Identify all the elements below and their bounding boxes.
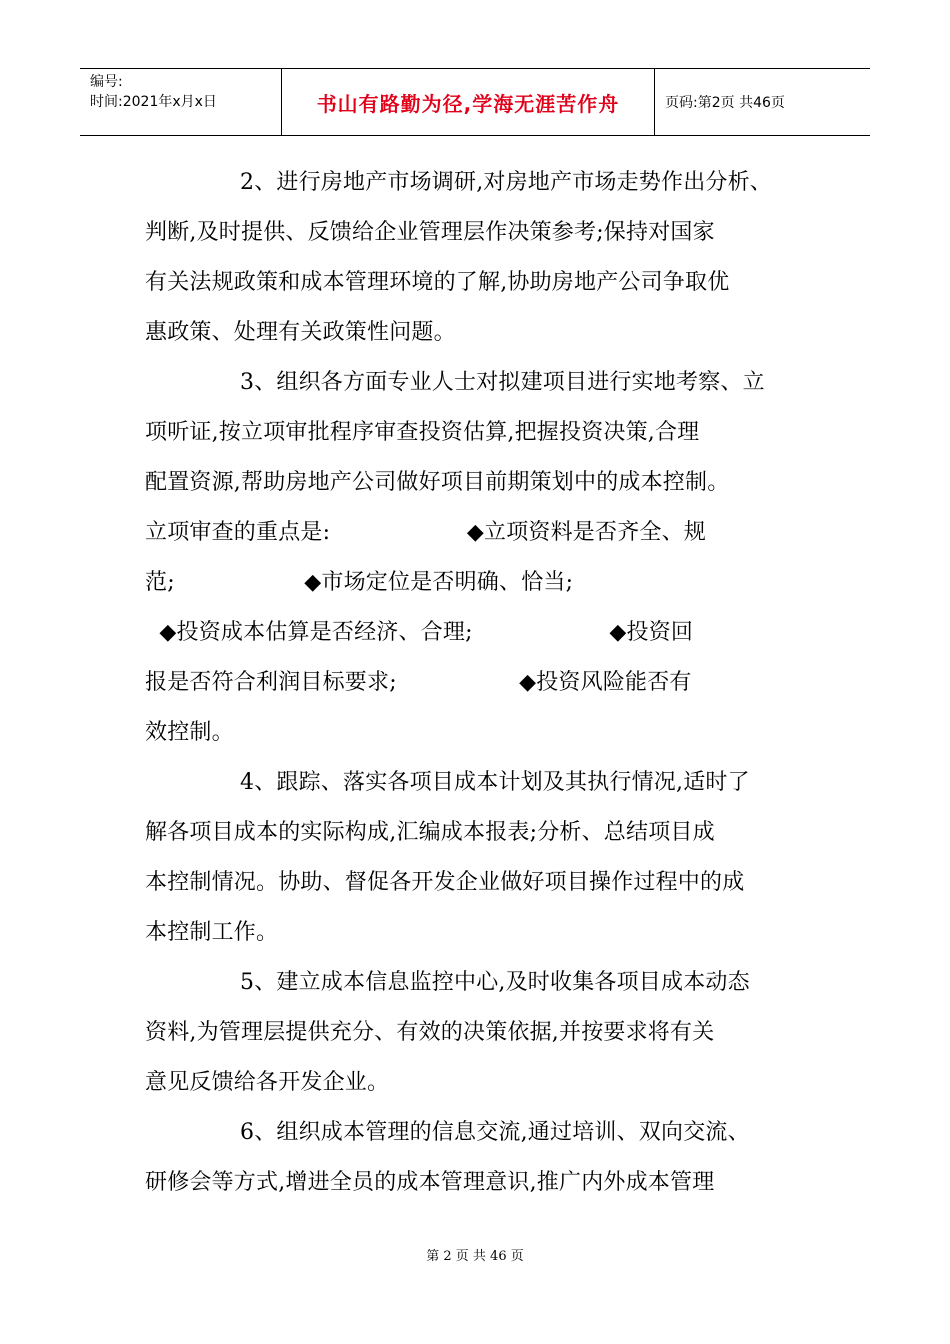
body-line: 解各项目成本的实际构成,汇编成本报表;分析、总结项目成 xyxy=(145,820,715,845)
body-line: 本控制工作。 xyxy=(145,920,279,945)
body-line: 4、跟踪、落实各项目成本计划及其执行情况,适时了 xyxy=(240,770,750,795)
body-line: 资料,为管理层提供充分、有效的决策依据,并按要求将有关 xyxy=(145,1020,715,1045)
body-line: 惠政策、处理有关政策性问题。 xyxy=(145,320,456,345)
body-line: 范; ◆市场定位是否明确、恰当; xyxy=(145,570,574,595)
body-line: 立项审查的重点是: ◆立项资料是否齐全、规 xyxy=(145,520,707,545)
document-time-label: 时间:2021年x月x日 xyxy=(90,94,217,110)
body-line: 2、进行房地产市场调研,对房地产市场走势作出分析、 xyxy=(240,170,772,195)
body-line: 效控制。 xyxy=(145,720,234,745)
body-line: 项听证,按立项审批程序审查投资估算,把握投资决策,合理 xyxy=(145,420,700,445)
body-line: 判断,及时提供、反馈给企业管理层作决策参考;保持对国家 xyxy=(145,220,715,245)
header-motto: 书山有路勤为径,学海无涯苦作舟 xyxy=(282,69,655,135)
header-page-info: 页码:第2页 共46页 xyxy=(665,95,785,111)
document-number-label: 编号: xyxy=(90,74,123,90)
body-line: 意见反馈给各开发企业。 xyxy=(145,1070,390,1095)
page-header xyxy=(80,68,870,136)
body-line: 5、建立成本信息监控中心,及时收集各项目成本动态 xyxy=(240,970,750,995)
body-line: ◆投资成本估算是否经济、合理; ◆投资回 xyxy=(145,620,694,645)
body-line: 有关法规政策和成本管理环境的了解,协助房地产公司争取优 xyxy=(145,270,730,295)
body-line: 本控制情况。协助、督促各开发企业做好项目操作过程中的成 xyxy=(145,870,745,895)
body-line: 6、组织成本管理的信息交流,通过培训、双向交流、 xyxy=(240,1120,750,1145)
document-body xyxy=(145,158,810,1208)
body-line: 3、组织各方面专业人士对拟建项目进行实地考察、立 xyxy=(240,370,765,395)
body-line: 研修会等方式,增进全员的成本管理意识,推广内外成本管理 xyxy=(145,1170,715,1195)
page-footer: 第 2 页 共 46 页 xyxy=(426,1249,524,1264)
header-meta xyxy=(80,69,282,135)
body-line: 配置资源,帮助房地产公司做好项目前期策划中的成本控制。 xyxy=(145,470,730,495)
body-line: 报是否符合利润目标要求; ◆投资风险能否有 xyxy=(145,670,692,695)
